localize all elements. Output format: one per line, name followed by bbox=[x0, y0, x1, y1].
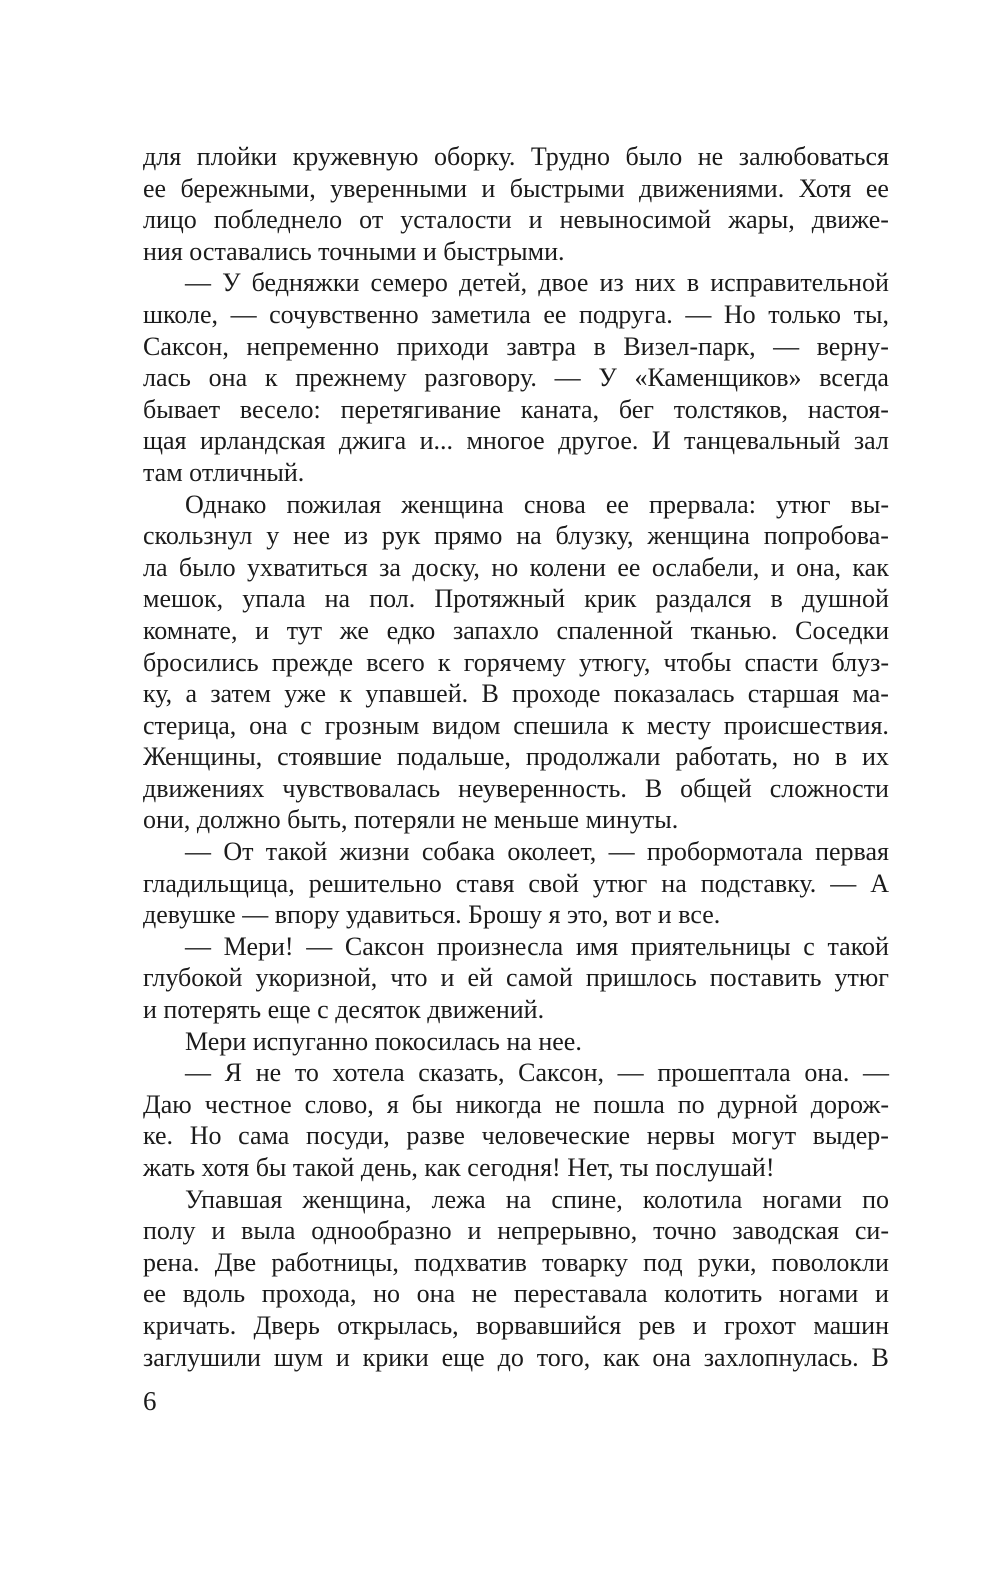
text-line: — У бедняжки семеро детей, двое из них в исправительной bbox=[185, 268, 889, 298]
text-line: бывает весело: перетягивание каната, бег толстяков, настоя- bbox=[143, 394, 889, 424]
text-line: жать хотя бы такой день, как сегодня! Нет, ты послушай! bbox=[143, 1153, 775, 1182]
text-line: школе, — сочувственно заметила ее подруга. — Но только ты, bbox=[143, 299, 889, 329]
text-line: комнате, и тут же едко запахло спаленной тканью. Соседки bbox=[143, 615, 889, 645]
text-line: — Я не то хотела сказать, Саксон, — прошептала она. — bbox=[185, 1058, 889, 1088]
text-line: для плойки кружевную оборку. Трудно было не залюбоваться bbox=[143, 142, 889, 171]
text-line: Однако пожилая женщина снова ее прервала: утюг вы- bbox=[185, 489, 889, 519]
text-line: глубокой укоризной, что и ей самой пришлось поставить утюг bbox=[143, 963, 889, 993]
text-line: они, должно быть, потеряли не меньше минуты. bbox=[143, 805, 679, 835]
text-line: Даю честное слово, я бы никогда не пошла по дурной дорож- bbox=[143, 1089, 889, 1119]
text-line: заглушили шум и крики еще до того, как она захлопнулась. В bbox=[143, 1342, 889, 1372]
text-line: Саксон, непременно приходи завтра в Визел-парк, — верну- bbox=[143, 331, 889, 361]
text-line: лась она к прежнему разговору. — У «Каменщиков» всегда bbox=[143, 363, 889, 393]
text-line: ния оставались точными и быстрыми. bbox=[143, 236, 565, 266]
text-line: ее бережными, уверенными и быстрыми движениями. Хотя ее bbox=[143, 173, 889, 203]
text-line: ее вдоль прохода, но она не переставала колотить ногами и bbox=[143, 1279, 889, 1309]
text-line: полу и выла однообразно и непрерывно, точно заводская си- bbox=[143, 1216, 889, 1246]
text-line: Мери испуганно покосилась на нее. bbox=[185, 1026, 582, 1056]
text-line: Женщины, стоявшие подальше, продолжали работать, но в их bbox=[143, 742, 889, 772]
text-line: кричать. Дверь открылась, ворвавшийся рев и грохот машин bbox=[143, 1310, 889, 1340]
text-line: Упавшая женщина, лежа на спине, колотила ногами по bbox=[185, 1184, 889, 1214]
text-line: и потерять еще с десяток движений. bbox=[143, 995, 545, 1025]
text-line: скользнул у нее из рук прямо на блузку, женщина попробова- bbox=[143, 521, 889, 551]
text-line: девушке — впору удавиться. Брошу я это, вот и все. bbox=[143, 900, 721, 930]
text-line: лицо побледнело от усталости и невыносимой жары, движе- bbox=[143, 205, 889, 235]
text-line: ла было ухватиться за доску, но колени ее ослабели, и она, как bbox=[143, 552, 889, 582]
text-line: ке. Но сама посуди, разве человеческие нервы могут выдер- bbox=[143, 1121, 889, 1151]
text-line: там отличный. bbox=[143, 457, 305, 487]
text-line: — Мери! — Саксон произнесла имя приятельницы с такой bbox=[185, 931, 889, 961]
text-line: мешок, упала на пол. Протяжный крик раздался в душной bbox=[143, 584, 889, 614]
text-line: — От такой жизни собака околеет, — пробормотала первая bbox=[185, 837, 889, 867]
text-line: рена. Две работницы, подхватив товарку под руки, поволокли bbox=[143, 1247, 889, 1277]
text-line: гладильщица, решительно ставя свой утюг на подставку. — А bbox=[143, 868, 889, 898]
body-text bbox=[143, 141, 889, 1373]
text-line: стерица, она с грозным видом спешила к месту происшествия. bbox=[143, 710, 889, 740]
text-line: бросились прежде всего к горячему утюгу, чтобы спасти блуз- bbox=[143, 647, 889, 677]
text-line: движениях чувствовалась неуверенность. В общей сложности bbox=[143, 773, 889, 803]
text-line: щая ирландская джига и... многое другое. И танцевальный зал bbox=[143, 426, 889, 456]
text-line: ку, а затем уже к упавшей. В проходе показалась старшая ма- bbox=[143, 679, 889, 709]
page-number: 6 bbox=[143, 1386, 157, 1416]
